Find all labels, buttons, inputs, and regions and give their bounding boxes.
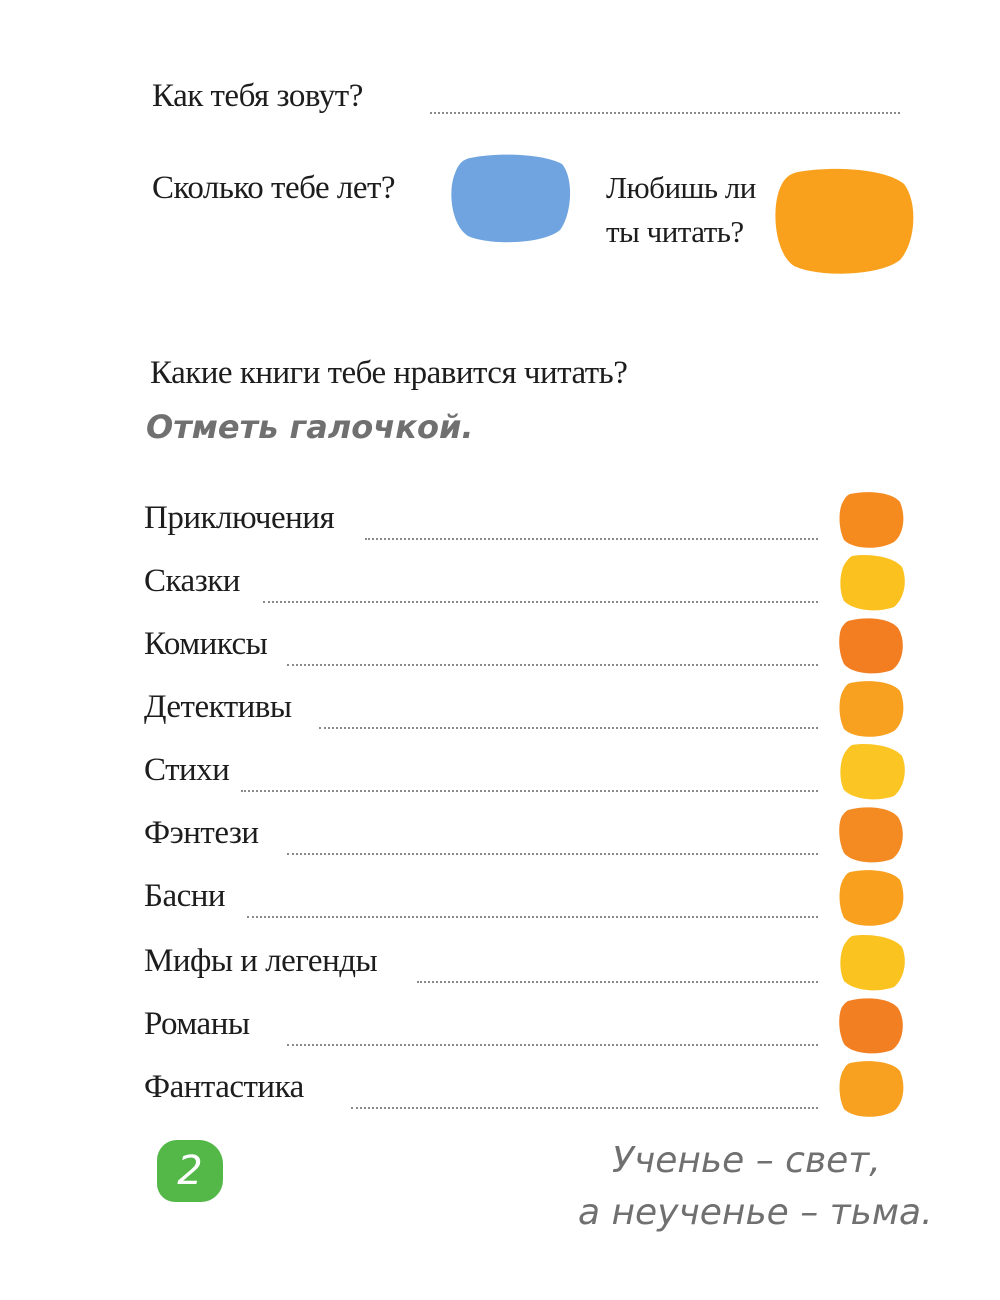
genre-dotted-line	[365, 538, 818, 540]
genre-checkbox-blob[interactable]	[838, 490, 908, 550]
genre-label: Басни	[144, 878, 226, 914]
genre-dotted-line	[263, 601, 818, 603]
love-reading-answer-blob[interactable]	[772, 166, 918, 276]
genre-checkbox-blob[interactable]	[838, 742, 908, 802]
genre-checkbox-blob[interactable]	[838, 933, 908, 993]
name-answer-line[interactable]	[430, 112, 900, 114]
genre-dotted-line	[247, 916, 818, 918]
name-question: Как тебя зовут?	[152, 78, 363, 114]
genre-dotted-line	[287, 853, 818, 855]
genre-label: Мифы и легенды	[144, 943, 378, 979]
genre-dotted-line	[241, 790, 818, 792]
genre-checkbox-blob[interactable]	[838, 868, 908, 928]
love-reading-question-line1: Любишь ли	[606, 170, 756, 205]
genre-checkbox-blob[interactable]	[838, 679, 908, 739]
genre-label: Сказки	[144, 563, 240, 599]
love-reading-question-line2: ты читать?	[606, 214, 744, 249]
genre-dotted-line	[417, 981, 818, 983]
genre-dotted-line	[287, 664, 818, 666]
genre-checkbox-blob[interactable]	[838, 616, 908, 676]
genre-label: Приключения	[144, 500, 335, 536]
genre-label: Комиксы	[144, 626, 268, 662]
genre-checkbox-blob[interactable]	[838, 996, 908, 1056]
age-answer-blob[interactable]	[448, 152, 574, 244]
genre-checkbox-blob[interactable]	[838, 553, 908, 613]
page-number: 2	[177, 1148, 203, 1194]
age-question: Сколько тебе лет?	[152, 170, 396, 206]
proverb-line-2: а неученье – тьма.	[578, 1192, 933, 1233]
genre-label: Романы	[144, 1006, 250, 1042]
genre-label: Фантастика	[144, 1069, 304, 1105]
instruction-handwritten: Отметь галочкой.	[146, 408, 474, 446]
genre-label: Фэнтези	[144, 815, 259, 851]
page-number-badge	[157, 1140, 223, 1202]
genre-checkbox-blob[interactable]	[838, 1059, 908, 1119]
genre-checkbox-blob[interactable]	[838, 805, 908, 865]
genre-label: Детективы	[144, 689, 292, 725]
genre-dotted-line	[319, 727, 818, 729]
genre-label: Стихи	[144, 752, 230, 788]
books-question: Какие книги тебе нравится читать?	[150, 355, 628, 391]
genre-dotted-line	[287, 1044, 818, 1046]
genre-dotted-line	[351, 1107, 818, 1109]
proverb-line-1: Ученье – свет,	[612, 1140, 881, 1181]
